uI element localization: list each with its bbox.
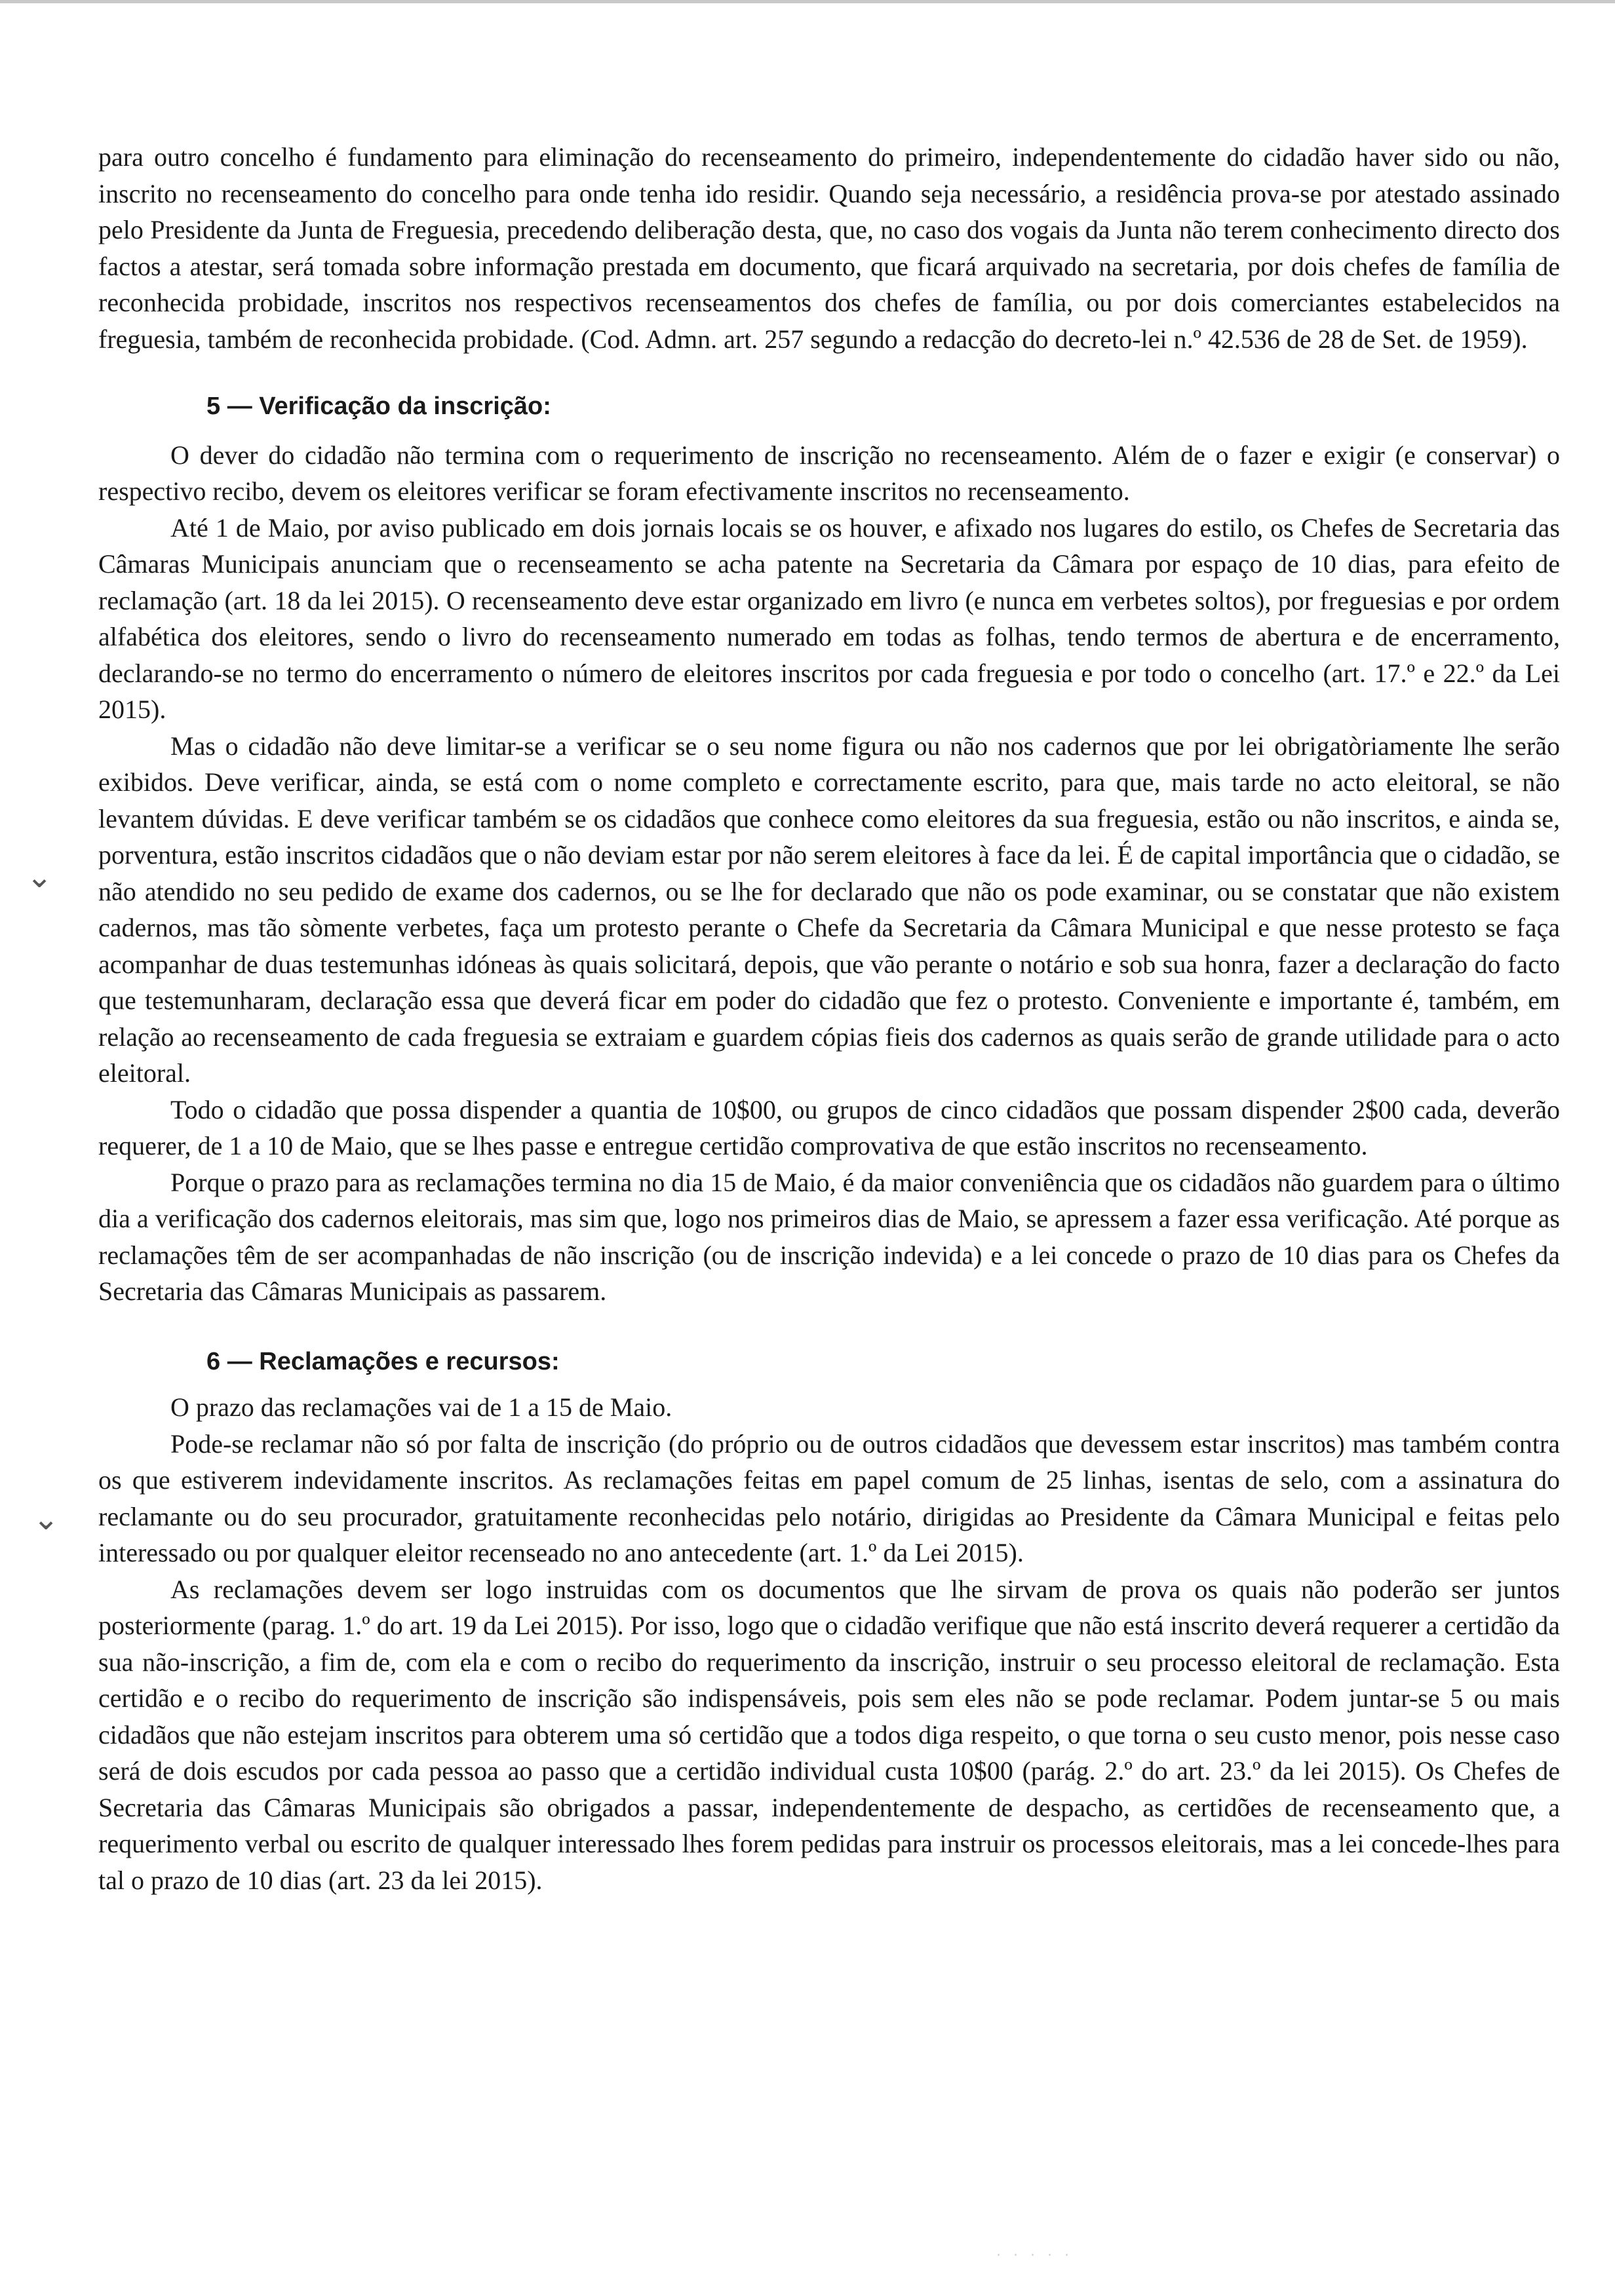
paragraph: O dever do cidadão não termina com o requerimento de inscrição no recenseamento. Além de o fazer e exigir (e conservar) o respectivo recibo, devem os eleitores verificar se foram efectivamente inscritos no recenseamento. [98, 440, 1560, 506]
scan-noise: · · · · · [996, 2248, 1073, 2264]
paragraph: O prazo das reclamações vai de 1 a 15 de Maio. [170, 1392, 672, 1422]
paragraph: Todo o cidadão que possa dispender a quantia de 10$00, ou grupos de cinco cidadãos que possam dispender 2$00 cada, deverão requerer, de 1 a 10 de Maio, que se lhes passe e entregue certidão comprovativa de que estão inscritos no recenseamento. [98, 1094, 1560, 1160]
document-page [98, 139, 1560, 1898]
section-heading: 5 — Verificação da inscrição: [206, 392, 551, 420]
paragraph: para outro concelho é fundamento para eliminação do recenseamento do primeiro, independentemente do cidadão haver sido ou não, inscrito no recenseamento do concelho para onde tenha ido residir. Quando seja necessário, a residência prova-se por atestado assinado pelo Presidente da Junta de Freguesia, precedendo deliberação desta, que, no caso dos vogais da Junta não terem conhecimento directo dos factos a atestar, será tomada sobre informação prestada em documento, que ficará arquivado na secretaria, por dois chefes de família de reconhecida probidade, inscritos nos respectivos recenseamentos dos chefes de família, ou por dois comerciantes estabelecidos na freguesia, também de reconhecida probidade. (Cod. Admn. art. 257 segundo a redacção do decreto-lei n.º 42.536 de 28 de Set. de 1959). [98, 142, 1560, 354]
paragraph: Até 1 de Maio, por aviso publicado em dois jornais locais se os houver, e afixado nos lugares do estilo, os Chefes de Secretaria das Câmaras Municipais anunciam que o recenseamento se acha patente na Secretaria da Câmara por espaço de 10 dias, para efeito de reclamação (art. 18 da lei 2015). O recenseamento deve estar organizado em livro (e nunca em verbetes soltos), por freguesias e por ordem alfabética dos eleitores, sendo o livro do recenseamento numerado em todas as folhas, tendo termos de abertura e de encerramento, declarando-se no termo do encerramento o número de eleitores inscritos por cada freguesia e por todo o concelho (art. 17.º e 22.º da Lei 2015). [98, 512, 1560, 724]
margin-check-mark: ⌄ [33, 1501, 60, 1537]
paragraph: Mas o cidadão não deve limitar-se a verificar se o seu nome figura ou não nos cadernos que por lei obrigatòriamente lhe serão exibidos. Deve verificar, ainda, se está com o nome completo e correctamente escrito, para que, mais tarde no acto eleitoral, se não levantem dúvidas. E deve verificar também se os cidadãos que conhece como eleitores da sua freguesia, estão ou não inscritos, e ainda se, porventura, estão inscritos cidadãos que o não deviam estar por não serem eleitores à face da lei. É de capital importância que o cidadão, se não atendido no seu pedido de exame dos cadernos, ou se lhe for declarado que não os pode examinar, ou se constatar que não existem cadernos, mas tão sòmente verbetes, faça um protesto perante o Chefe da Secretaria da Câmara Municipal e que nesse protesto se faça acompanhar de duas testemunhas idóneas às quais solicitará, depois, que vão perante o notário e sob sua honra, fazer a declaração do facto que testemunharam, declaração essa que deverá ficar em poder do cidadão que fez o protesto. Conveniente e importante é, também, em relação ao recenseamento de cada freguesia se extraiam e guardem cópias fieis dos cadernos as quais serão de grande utilidade para o acto eleitoral. [98, 731, 1560, 1088]
paragraph: Pode-se reclamar não só por falta de inscrição (do próprio ou de outros cidadãos que devessem estar inscritos) mas também contra os que estiverem indevidamente inscritos. As reclamações feitas em papel comum de 25 linhas, isentas de selo, com a assinatura do reclamante ou do seu procurador, gratuitamente reconhecidas pelo notário, dirigidas ao Presidente da Câmara Municipal e feitas pelo interessado ou por qualquer eleitor recenseado no ano antecedente (art. 1.º da Lei 2015). [98, 1428, 1560, 1567]
scan-top-edge [0, 0, 1615, 3]
paragraph: Porque o prazo para as reclamações termina no dia 15 de Maio, é da maior conveniência que os cidadãos não guardem para o último dia a verificação dos cadernos eleitorais, mas sim que, logo nos primeiros dias de Maio, se apressem a fazer essa verificação. Até porque as reclamações têm de ser acompanhadas de não inscrição (ou de inscrição indevida) e a lei concede o prazo de 10 dias para os Chefes da Secretaria das Câmaras Municipais as passarem. [98, 1167, 1560, 1306]
section-heading: 6 — Reclamações e recursos: [206, 1347, 560, 1375]
paragraph: As reclamações devem ser logo instruidas com os documentos que lhe sirvam de prova os quais não poderão ser juntos posteriormente (parag. 1.º do art. 19 da Lei 2015). Por isso, logo que o cidadão verifique que não está inscrito deverá requerer a certidão da sua não-inscrição, a fim de, com ela e com o recibo do requerimento da inscrição, instruir o seu processo eleitoral de reclamação. Esta certidão e o recibo do requerimento de inscrição são indispensáveis, pois sem eles não se pode reclamar. Podem juntar-se 5 ou mais cidadãos que não estejam inscritos para obterem uma só certidão que a todos diga respeito, o que torna o seu custo menor, pois nesse caso será de dois escudos por cada pessoa ao passo que a certidão individual custa 10$00 (parág. 2.º do art. 23.º da lei 2015). Os Chefes de Secretaria das Câmaras Municipais são obrigados a passar, independentemente de despacho, as certidões de recenseamento que, a requerimento verbal ou escrito de qualquer interessado lhes forem pedidas para instruir os processos eleitorais, mas a lei concede-lhes para tal o prazo de 10 dias (art. 23 da lei 2015). [98, 1574, 1560, 1895]
margin-check-mark: ⌄ [26, 858, 53, 895]
